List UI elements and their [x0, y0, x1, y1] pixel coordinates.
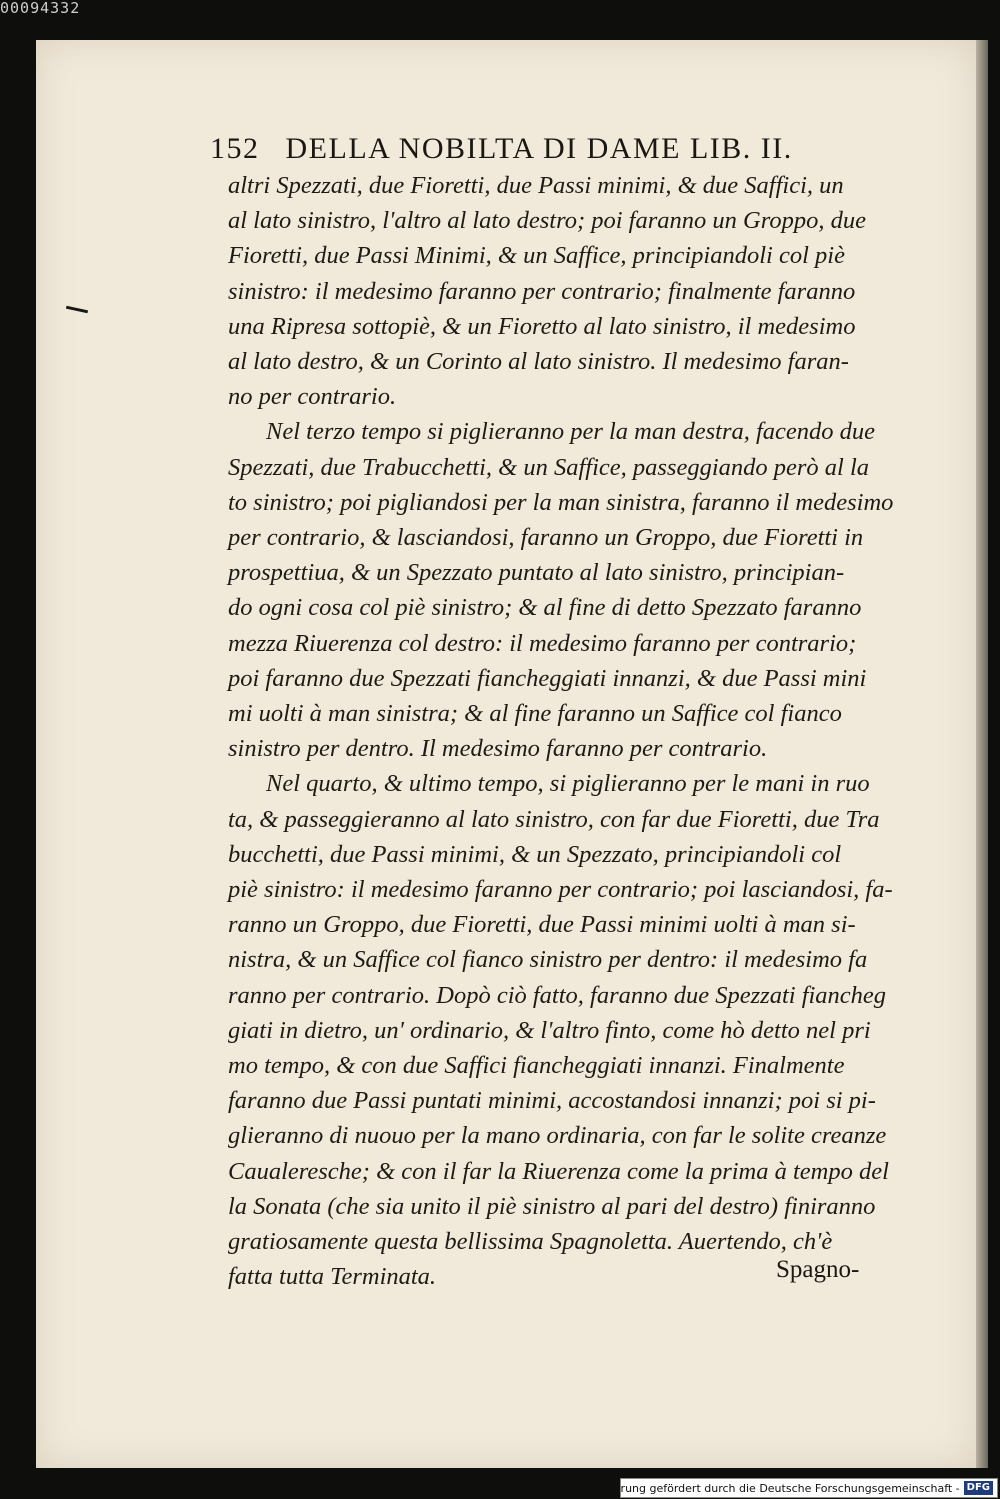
text-line: al lato sinistro, l'altro al lato destro; poi faranno un Groppo, due [228, 207, 866, 235]
text-line: una Ripresa sottopiè, & un Fioretto al lato sinistro, il medesimo [228, 312, 856, 340]
text-line: al lato destro, & un Corinto al lato sinistro. Il medesimo faran- [228, 348, 849, 376]
running-head-title: DELLA NOBILTA DI DAME LIB. II. [285, 132, 793, 165]
text-line: mo tempo, & con due Saffici fiancheggiati innanzi. Finalmente [228, 1052, 845, 1080]
text-line: ranno un Groppo, due Fioretti, due Passi minimi uolti à man si- [228, 911, 856, 939]
catchword: Spagno- [776, 1256, 860, 1283]
text-line: ta, & passeggieranno al lato sinistro, con far due Fioretti, due Tra [228, 805, 880, 833]
page-edge [976, 40, 988, 1468]
text-line: sinistro: il medesimo faranno per contrario; finalmente faranno [228, 277, 856, 305]
text-line: sinistro per dentro. Il medesimo faranno per contrario. [228, 735, 768, 763]
text-line: poi faranno due Spezzati fiancheggiati innanzi, & due Passi mini [228, 664, 867, 692]
text-line: prospettiua, & un Spezzato puntato al lato sinistro, principian- [228, 559, 845, 587]
text-line: Spezzati, due Trabucchetti, & un Saffice, passeggiando però al la [228, 453, 870, 481]
text-line: per contrario, & lasciandosi, faranno un Groppo, due Fioretti in [228, 524, 864, 552]
text-line: altri Spezzati, due Fioretti, due Passi minimi, & due Saffici, un [228, 172, 844, 199]
text-line: Nel terzo tempo si piglieranno per la man destra, facendo due [266, 418, 876, 446]
text-line: gratiosamente questa bellissima Spagnoletta. Auertendo, ch'è [228, 1228, 833, 1256]
text-line: bucchetti, due Passi minimi, & un Spezzato, principiandoli col [228, 840, 842, 868]
digitization-credit-bar [566, 1478, 998, 1498]
text-line: glieranno di nuouo per la mano ordinaria, con far le solite creanze [228, 1122, 887, 1150]
text-line: to sinistro; poi pigliandosi per la man sinistra, faranno il medesimo [228, 488, 894, 516]
text-line: Fioretti, due Passi Minimi, & un Saffice, principiandoli col piè [228, 242, 845, 270]
text-line: nistra, & un Saffice col fianco sinistro per dentro: il medesimo fa [228, 946, 868, 974]
text-line: faranno due Passi puntati minimi, accostandosi innanzi; poi si pi- [228, 1087, 876, 1115]
dfg-logo: DFG [964, 1481, 993, 1495]
text-line: la Sonata (che sia unito il piè sinistro al pari del destro) finiranno [228, 1192, 876, 1220]
text-line: Caualeresche; & con il far la Riuerenza come la prima à tempo del [228, 1157, 889, 1185]
folio-number: 152 [210, 132, 260, 165]
text-line: Nel quarto, & ultimo tempo, si piglieranno per le mani in ruo [266, 770, 870, 798]
text-line: mi uolti à man sinistra; & al fine faranno un Saffice col fianco [228, 700, 842, 728]
running-head [210, 132, 793, 166]
text-line: mezza Riuerenza col destro: il medesimo faranno per contrario; [228, 629, 857, 657]
scan-id: 00094332 [0, 0, 81, 17]
text-line: fatta tutta Terminata. [228, 1263, 437, 1291]
text-line: do ogni cosa col piè sinistro; & al fine di detto Spezzato faranno [228, 594, 862, 622]
text-line: no per contrario. [228, 383, 397, 411]
body-text [228, 168, 918, 1295]
text-line: piè sinistro: il medesimo faranno per contrario; poi lasciandosi, fa- [228, 876, 893, 904]
text-line: giati in dietro, un' ordinario, & l'altro finto, come hò detto nel pri [228, 1016, 871, 1044]
text-line: ranno per contrario. Dopò ciò fatto, faranno due Spezzati fiancheg [228, 981, 887, 1009]
digitization-credit: Digitalisierung gefördert durch die Deutsche Forschungsgemeinschaft - [566, 1481, 960, 1495]
